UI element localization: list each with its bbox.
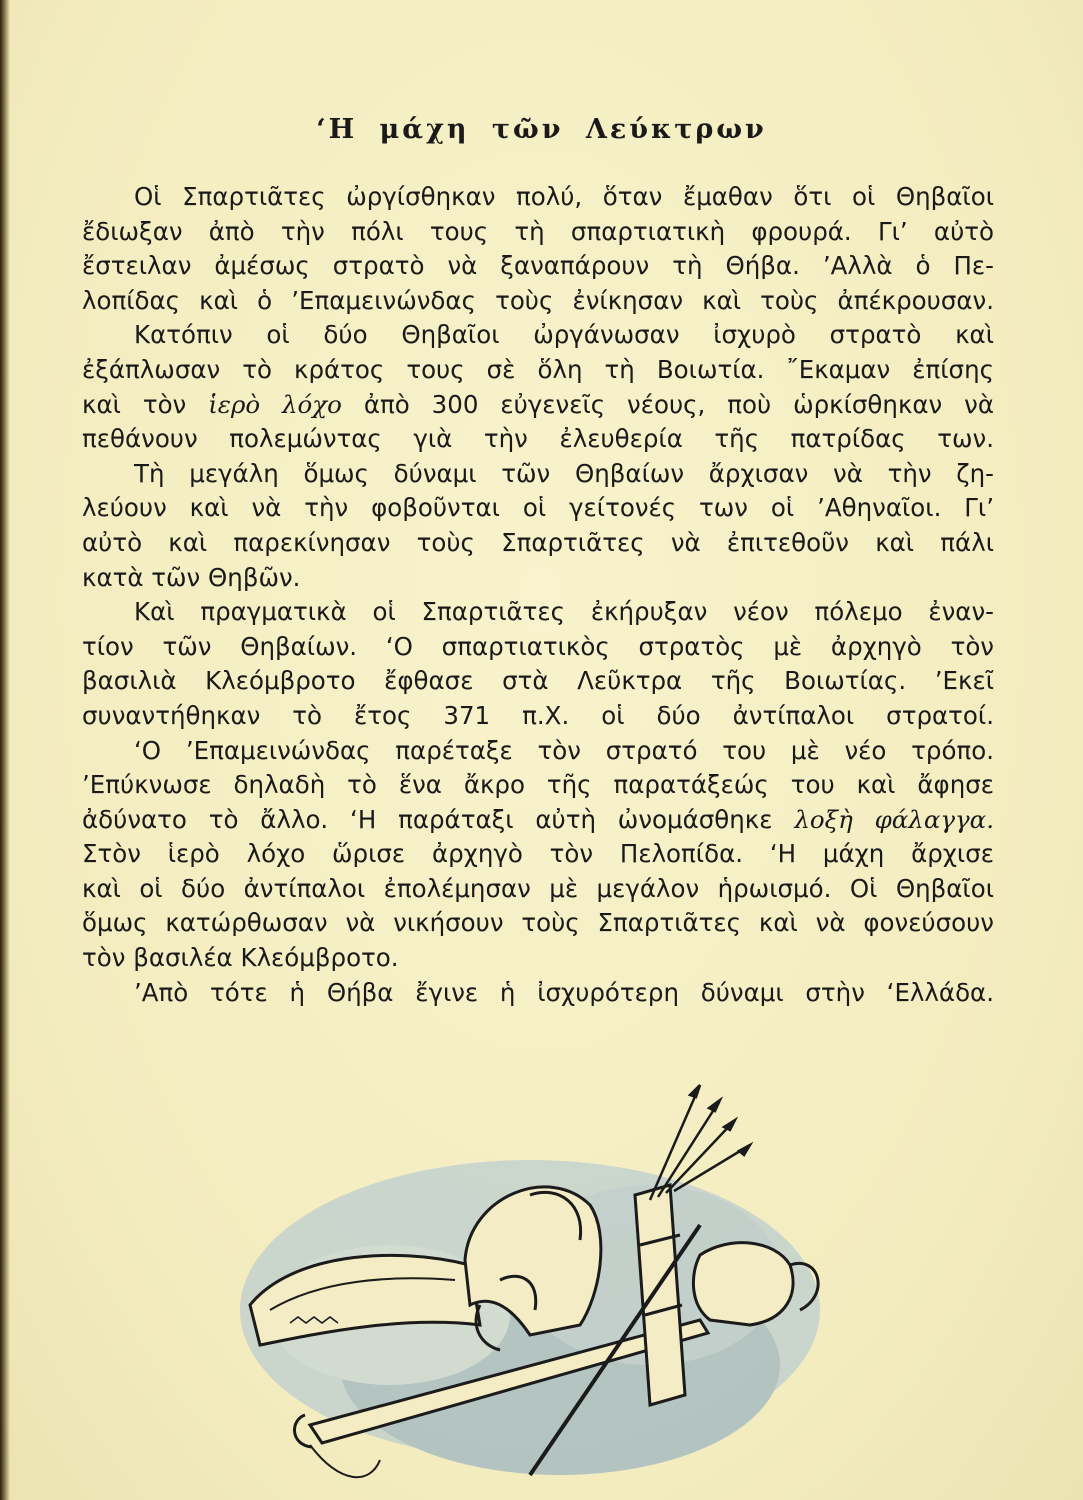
text-line: λεύουν καὶ νὰ τὴν φοβοῦνται οἱ γείτονές των οἱ ’Αθηναῖοι. Γι’ [82,493,994,523]
text-line [82,388,994,423]
body-text [82,180,994,1010]
text-line: λοπίδας καὶ ὁ ’Επαμεινώνδας τοὺς ἐνίκησαν καὶ τοὺς ἀπέκρουσαν. [82,285,994,315]
italic-term: ἱερὸ λόχο [208,389,342,419]
text-line: ὅμως κατώρθωσαν νὰ νικήσουν τοὺς Σπαρτιᾶτες καὶ νὰ φονεύσουν [82,908,994,938]
text-fragment: καὶ τὸν [82,389,187,419]
text-line: καὶ οἱ δύο ἀντίπαλοι ἐπολέμησαν μὲ μεγάλον ἡρωισμό. Οἱ Θηβαῖοι [82,873,994,903]
text-line: Κατόπιν οἱ δύο Θηβαῖοι ὠργάνωσαν ἰσχυρὸ στρατὸ καὶ [134,320,994,350]
weapons-illustration [230,1065,850,1495]
text-line: ‘Ο ’Επαμεινώνδας παρέταξε τὸν στρατό του μὲ νέο τρόπο. [134,735,994,765]
text-line: αὐτὸ καὶ παρεκίνησαν τοὺς Σπαρτιᾶτες νὰ ἐπιτεθοῦν καὶ πάλι [82,527,994,557]
text-line: Οἱ Σπαρτιᾶτες ὠργίσθηκαν πολύ, ὅταν ἔμαθαν ὅτι οἱ Θηβαῖοι [134,182,994,211]
text-line: ἐξάπλωσαν τὸ κράτος τους σὲ ὅλη τὴ Βοιωτία. ῎Εκαμαν ἐπίσης [82,354,994,384]
text-line [82,803,994,838]
text-fragment: ἀπὸ 300 εὐγενεῖς νέους, ποὺ ὡρκίσθηκαν νὰ [363,389,994,419]
text-line: κατὰ τῶν Θηβῶν. [82,562,301,592]
text-line: ἔδιωξαν ἀπὸ τὴν πόλι τους τὴ σπαρτιατικὴ φρουρά. Γι’ αὐτὸ [82,216,994,246]
text-line: πεθάνουν πολεμώντας γιὰ τὴν ἐλευθερία τῆς πατρίδας των. [82,424,994,454]
text-line: τίον τῶν Θηβαίων. ‘Ο σπαρτιατικὸς στρατὸς μὲ ἀρχηγὸ τὸν [82,631,994,661]
page-title: ‘Η μάχη τῶν Λεύκτρων [316,114,767,145]
page-binding-edge [0,0,10,1500]
text-line: ’Απὸ τότε ἡ Θήβα ἔγινε ἡ ἰσχυρότερη δύναμι στὴν ‘Ελλάδα. [134,977,994,1007]
text-line: Καὶ πραγματικὰ οἱ Σπαρτιᾶτες ἐκήρυξαν νέον πόλεμο ἐναν- [134,597,994,627]
italic-term: λοξὴ φάλαγγα. [794,804,994,834]
text-fragment: ἀδύνατο τὸ ἄλλο. ‘Η παράταξι αὐτὴ ὠνομάσθηκε [82,804,773,834]
text-line: Στὸν ἱερὸ λόχο ὥρισε ἀρχηγὸ τὸν Πελοπίδα. ‘Η μάχη ἄρχισε [82,839,994,869]
text-line: ’Επύκνωσε δηλαδὴ τὸ ἕνα ἄκρο τῆς παρατάξεώς του καὶ ἄφησε [82,770,994,800]
text-line: Τὴ μεγάλη ὅμως δύναμι τῶν Θηβαίων ἄρχισαν νὰ τὴν ζη- [134,458,994,488]
text-line: τὸν βασιλέα Κλεόμβροτο. [82,943,399,973]
text-line: βασιλιὰ Κλεόμβροτο ἔφθασε στὰ Λεῦκτρα τῆς Βοιωτίας. ’Εκεῖ [82,666,994,696]
text-line: συναντήθηκαν τὸ ἔτος 371 π.Χ. οἱ δύο ἀντίπαλοι στρατοί. [82,700,994,730]
text-line: ἔστειλαν ἀμέσως στρατὸ νὰ ξαναπάρουν τὴ Θήβα. ’Αλλὰ ὁ Πε- [82,251,994,281]
